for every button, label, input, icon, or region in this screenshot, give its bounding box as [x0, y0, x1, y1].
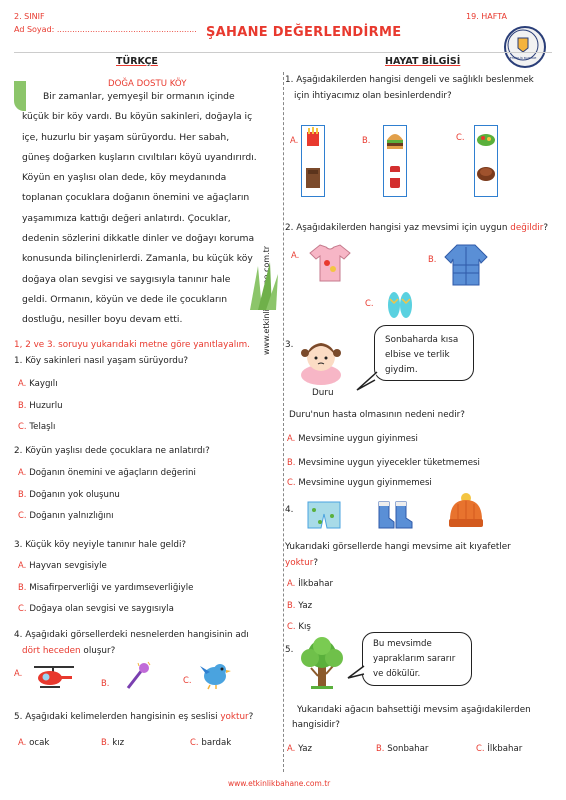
week-label: 19. HAFTA [466, 12, 507, 21]
bubble-line: Bu mevsimde [373, 639, 432, 649]
option-text: Huzurlu [29, 401, 63, 411]
hb-q4-option-a[interactable] [287, 578, 333, 589]
section-hayat-bilgisi: HAYAT BİLGİSİ [385, 56, 461, 67]
hb-question-2 [285, 223, 548, 233]
option-letter: C. [190, 737, 199, 747]
bubble-tail [355, 370, 381, 392]
section-turkce: TÜRKÇE [116, 56, 158, 67]
hb-q5-number: 5. [285, 645, 294, 655]
option-text: Sonbahar [387, 744, 429, 754]
q3-option-a[interactable] [18, 560, 107, 571]
question-5-end: ? [248, 712, 254, 722]
badge-logo [504, 26, 546, 68]
microphone-icon[interactable] [122, 660, 152, 692]
story-line: toplanan çocuklara doğanın önemini ve ağaçların [22, 192, 250, 204]
shorts-icon [306, 500, 342, 530]
option-text: Doğaya olan sevgisi ve saygısıyla [29, 604, 174, 614]
hb-q2-label-b[interactable]: B. [428, 254, 437, 264]
option-letter: C. [287, 621, 296, 631]
story-title: DOĞA DOSTU KÖY [108, 79, 187, 89]
story-line: konusunda bilinçlenirlerdi. Zamanla, bu küçük köy [22, 253, 253, 265]
question-4: 4. Aşağıdaki görsellerdeki nesnelerden hangisinin adı [14, 630, 249, 640]
q3-option-c[interactable] [18, 603, 174, 614]
option-text: Doğanın yok oluşunu [29, 490, 120, 500]
option-letter: B. [18, 582, 27, 592]
q5-option-c[interactable] [190, 737, 231, 748]
bird-icon[interactable] [198, 656, 232, 690]
option-letter: A. [18, 737, 27, 747]
header-line [14, 52, 552, 53]
story-line: doğaya olan sevgisi ve saygısıyla tanınır hale [22, 273, 231, 285]
option-letter: A. [18, 378, 27, 388]
bubble-line: giydim. [385, 365, 418, 375]
bubble-tail [346, 664, 368, 682]
hb-q4-option-c[interactable] [287, 621, 311, 632]
option-text: Kaygılı [29, 379, 58, 389]
hb-question-4-end: ? [313, 558, 318, 568]
option-letter: B. [18, 400, 27, 410]
hb-q2-label-a[interactable]: A. [291, 250, 300, 260]
q2-option-a[interactable] [18, 467, 196, 478]
food-box-b[interactable] [383, 125, 407, 197]
question-4-line2 [22, 646, 115, 656]
option-text: Hayvan sevgisiyle [29, 561, 107, 571]
question-4-end: oluşur? [80, 646, 116, 656]
speech-bubble-tree [362, 632, 472, 686]
story-line: küçük bir köy vardı. Bu köyün sakinleri, doğayla iç [22, 111, 253, 123]
hb-q2-label-c[interactable]: C. [365, 298, 374, 308]
grass-decoration [248, 262, 278, 310]
story-line: güneş doğarken kuşların cıvıltıları köyü uyandırırdı. [22, 151, 257, 163]
hb-question-5-line2: hangisidir? [292, 720, 340, 730]
story-line: dostluğu, nesiller boyu devam etti. [22, 314, 183, 326]
option-letter: A. [287, 578, 296, 588]
column-divider [283, 72, 284, 772]
hb-q3-number: 3. [285, 340, 294, 350]
hb-q1-label-c[interactable]: C. [456, 132, 465, 142]
story-text [22, 87, 272, 331]
story-line: yaşamımıza kattığı değeri anlatırdı. Çocuklar, [22, 212, 231, 224]
option-text: ocak [29, 738, 50, 748]
helicopter-icon[interactable] [32, 664, 76, 690]
page-title: ŞAHANE DEĞERLENDİRME [206, 25, 402, 40]
option-letter: B. [287, 457, 296, 467]
bubble-line: yapraklarım sararır [373, 654, 456, 664]
option-letter: C. [476, 743, 485, 753]
bubble-line: Sonbaharda kısa [385, 335, 459, 345]
hb-q4-number: 4. [285, 505, 294, 515]
highlight-text: yoktur [220, 712, 249, 722]
option-text: Telaşlı [29, 422, 56, 432]
hb-question-1: 1. Aşağıdakilerden hangisi dengeli ve sağlıklı beslenmek [285, 75, 534, 85]
q4-label-b[interactable]: B. [101, 678, 110, 688]
highlight-text: değildir [510, 223, 544, 233]
option-letter: B. [287, 600, 296, 610]
bubble-line: elbise ve terlik [385, 350, 450, 360]
option-text: Mevsimine uygun giyinmesi [298, 434, 418, 444]
option-text: Yaz [298, 744, 312, 754]
girl-icon [297, 335, 345, 387]
hb-q3-option-c[interactable] [287, 477, 432, 488]
name-field[interactable]: Ad Soyad: ....................................................... [14, 25, 197, 34]
q1-option-c[interactable] [18, 421, 55, 432]
option-letter: B. [101, 737, 110, 747]
hb-q1-label-a[interactable]: A. [290, 135, 299, 145]
bubble-text [385, 333, 458, 378]
option-text: İlkbahar [298, 579, 333, 589]
option-letter: A. [287, 743, 296, 753]
bubble-text [373, 637, 455, 682]
hb-question-3: Duru'nun hasta olmasının nedeni nedir? [289, 410, 465, 420]
food-box-a[interactable] [301, 125, 325, 197]
question-5 [14, 712, 253, 722]
option-text: Misafirperverliği ve yardımseverliğiyle [29, 583, 194, 593]
bubble-line: ve dökülür. [373, 669, 421, 679]
q5-option-b[interactable] [101, 737, 124, 748]
story-line: içe, huzurlu bir yaşam sürüyordu. Her sabah, [22, 131, 230, 143]
option-text: Doğanın yalnızlığını [29, 511, 114, 521]
tree-icon [297, 636, 347, 690]
winter-hat-icon [446, 492, 486, 530]
svg-text:ETKİNLİK BAHANE: ETKİNLİK BAHANE [509, 56, 537, 60]
option-text: Doğanın önemini ve ağaçların değerini [29, 468, 196, 478]
boots-icon [376, 500, 416, 530]
option-letter: A. [18, 467, 27, 477]
hb-q5-option-c[interactable] [476, 743, 522, 754]
hb-question-5: Yukarıdaki ağacın bahsettiği mevsim aşağıdakilerden [297, 705, 531, 715]
highlight-text: dört heceden [22, 646, 81, 656]
option-text: Mevsimine uygun yiyecekler tüketmemesi [298, 458, 480, 468]
q2-option-b[interactable] [18, 489, 120, 500]
story-line: Köyün en yaşlısı olan dede, köy meydanında [22, 172, 227, 184]
flip-flops-icon[interactable] [384, 289, 416, 321]
instruction: 1, 2 ve 3. soruyu yukarıdaki metne göre yanıtlayalım. [14, 340, 250, 350]
option-letter: C. [18, 421, 27, 431]
option-text: Kış [298, 622, 311, 632]
q1-option-b[interactable] [18, 400, 63, 411]
option-text: Yaz [298, 601, 313, 611]
q4-label-c[interactable]: C. [183, 675, 192, 685]
q5-option-a[interactable] [18, 737, 49, 748]
speech-bubble-duru [374, 325, 474, 381]
food-box-c[interactable] [474, 125, 498, 197]
question-1: 1. Köy sakinleri nasıl yaşam sürüyordu? [14, 356, 189, 366]
option-text: kız [112, 738, 125, 748]
question-2: 2. Köyün yaşlısı dede çocuklara ne anlatırdı? [14, 446, 210, 456]
hb-question-4: Yukarıdaki görsellerde hangi mevsime ait kıyafetler [285, 542, 511, 552]
option-text: Mevsimine uygun giyinmemesi [298, 478, 432, 488]
story-line: geldi. Ormanın, köyün ve dede ile çocukların [22, 293, 228, 305]
hb-q5-option-b[interactable] [376, 743, 428, 754]
question-3: 3. Küçük köy neyiyle tanınır hale geldi? [14, 540, 187, 550]
grade-label: 2. SINIF [14, 12, 45, 21]
story-line: dedenin sözlerini dikkatle dinler ve doğayı koruma [22, 233, 255, 245]
option-letter: C. [18, 603, 27, 613]
option-letter: B. [376, 743, 385, 753]
hb-q5-option-a[interactable] [287, 743, 312, 754]
option-letter: B. [18, 489, 27, 499]
hb-q3-option-a[interactable] [287, 433, 418, 444]
q4-label-a[interactable]: A. [14, 668, 23, 678]
question-5-text: 5. Aşağıdaki kelimelerden hangisinin eş seslisi [14, 712, 221, 722]
option-text: bardak [201, 738, 232, 748]
hb-question-1-line2: için ihtiyacımız olan besinlerdendir? [294, 91, 452, 101]
option-letter: A. [18, 560, 27, 570]
option-letter: C. [287, 477, 296, 487]
hb-question-2-text: 2. Aşağıdakilerden hangisi yaz mevsimi için uygun [285, 223, 511, 233]
character-name: Duru [312, 388, 334, 398]
option-letter: C. [18, 510, 27, 520]
q1-option-a[interactable] [18, 378, 58, 389]
hb-q1-label-b[interactable]: B. [362, 135, 371, 145]
q2-option-c[interactable] [18, 510, 114, 521]
hb-question-2-end: ? [543, 223, 549, 233]
story-line: Bir zamanlar, yemyeşil bir ormanın içinde [43, 91, 235, 102]
hb-q4-option-b[interactable] [287, 600, 312, 611]
hb-question-4-line2 [285, 558, 318, 568]
q3-option-b[interactable] [18, 582, 193, 593]
coat-icon[interactable] [443, 243, 489, 287]
highlight-text: yoktur [285, 558, 314, 568]
option-letter: A. [287, 433, 296, 443]
hb-q3-option-b[interactable] [287, 457, 480, 468]
tshirt-icon[interactable] [308, 243, 352, 283]
option-text: İlkbahar [487, 744, 523, 754]
footer-link[interactable]: www.etkinlikbahane.com.tr [228, 779, 331, 788]
